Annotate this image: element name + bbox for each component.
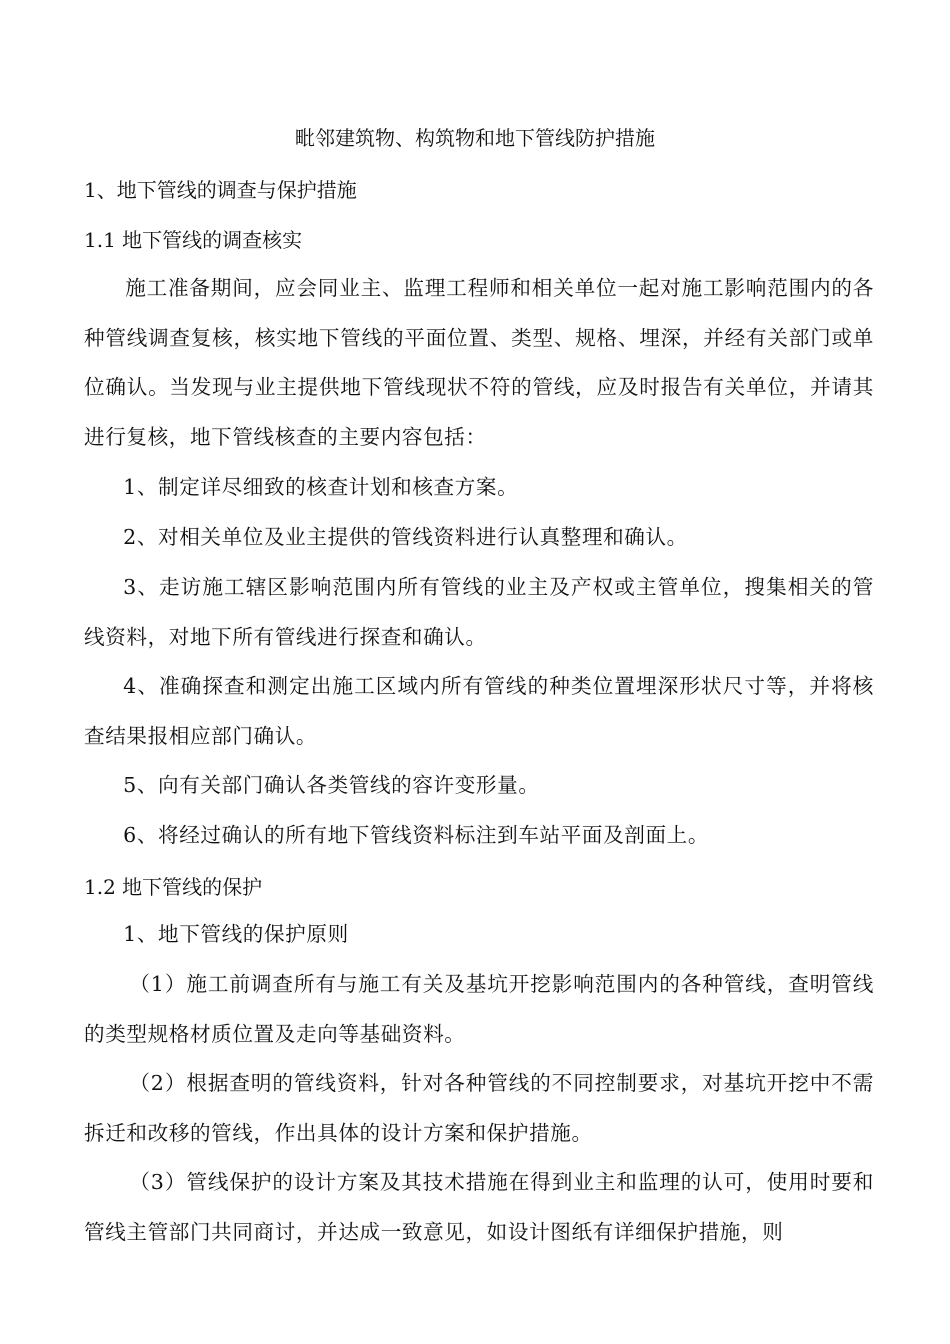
section-heading-1: 1、地下管线的调查与保护措施 (84, 178, 357, 202)
principle-heading: 1、地下管线的保护原则 (123, 922, 349, 946)
subsection-heading-1-1: 1.1 地下管线的调查核实 (84, 228, 303, 252)
document-title: 毗邻建筑物、构筑物和地下管线防护措施 (295, 126, 655, 150)
list-item: 2、对相关单位及业主提供的管线资料进行认真整理和确认。 (123, 525, 688, 549)
list-item: 4、准确探查和测定出施工区域内所有管线的种类位置埋深形状尺寸等，并将核查结果报相应部门确认。 (84, 674, 874, 748)
list-item: 5、向有关部门确认各类管线的容许变形量。 (123, 773, 540, 797)
list-item: 1、制定详尽细致的核查计划和核查方案。 (123, 475, 519, 499)
point-paragraph: （2）根据查明的管线资料，针对各种管线的不同控制要求，对基坑开挖中不需拆迁和改移的管线，作出具体的设计方案和保护措施。 (84, 1071, 874, 1145)
list-item: 6、将经过确认的所有地下管线资料标注到车站平面及剖面上。 (123, 823, 710, 847)
subsection-heading-1-2: 1.2 地下管线的保护 (84, 875, 263, 899)
list-item: 3、走访施工辖区影响范围内所有管线的业主及产权或主管单位，搜集相关的管线资料，对地下所有管线进行探查和确认。 (84, 575, 874, 649)
point-paragraph: （3）管线保护的设计方案及其技术措施在得到业主和监理的认可，使用时要和管线主管部门共同商讨，并达成一致意见，如设计图纸有详细保护措施，则 (84, 1170, 874, 1244)
intro-paragraph: 施工准备期间，应会同业主、监理工程师和相关单位一起对施工影响范围内的各种管线调查复核，核实地下管线的平面位置、类型、规格、埋深，并经有关部门或单位确认。当发现与业主提供地下管线现状不符的管线，应及时报告有关单位，并请其进行复核，地下管线核查的主要内容包括： (84, 276, 874, 449)
point-paragraph: （1）施工前调查所有与施工有关及基坑开挖影响范围内的各种管线，查明管线的类型规格材质位置及走向等基础资料。 (84, 972, 874, 1046)
